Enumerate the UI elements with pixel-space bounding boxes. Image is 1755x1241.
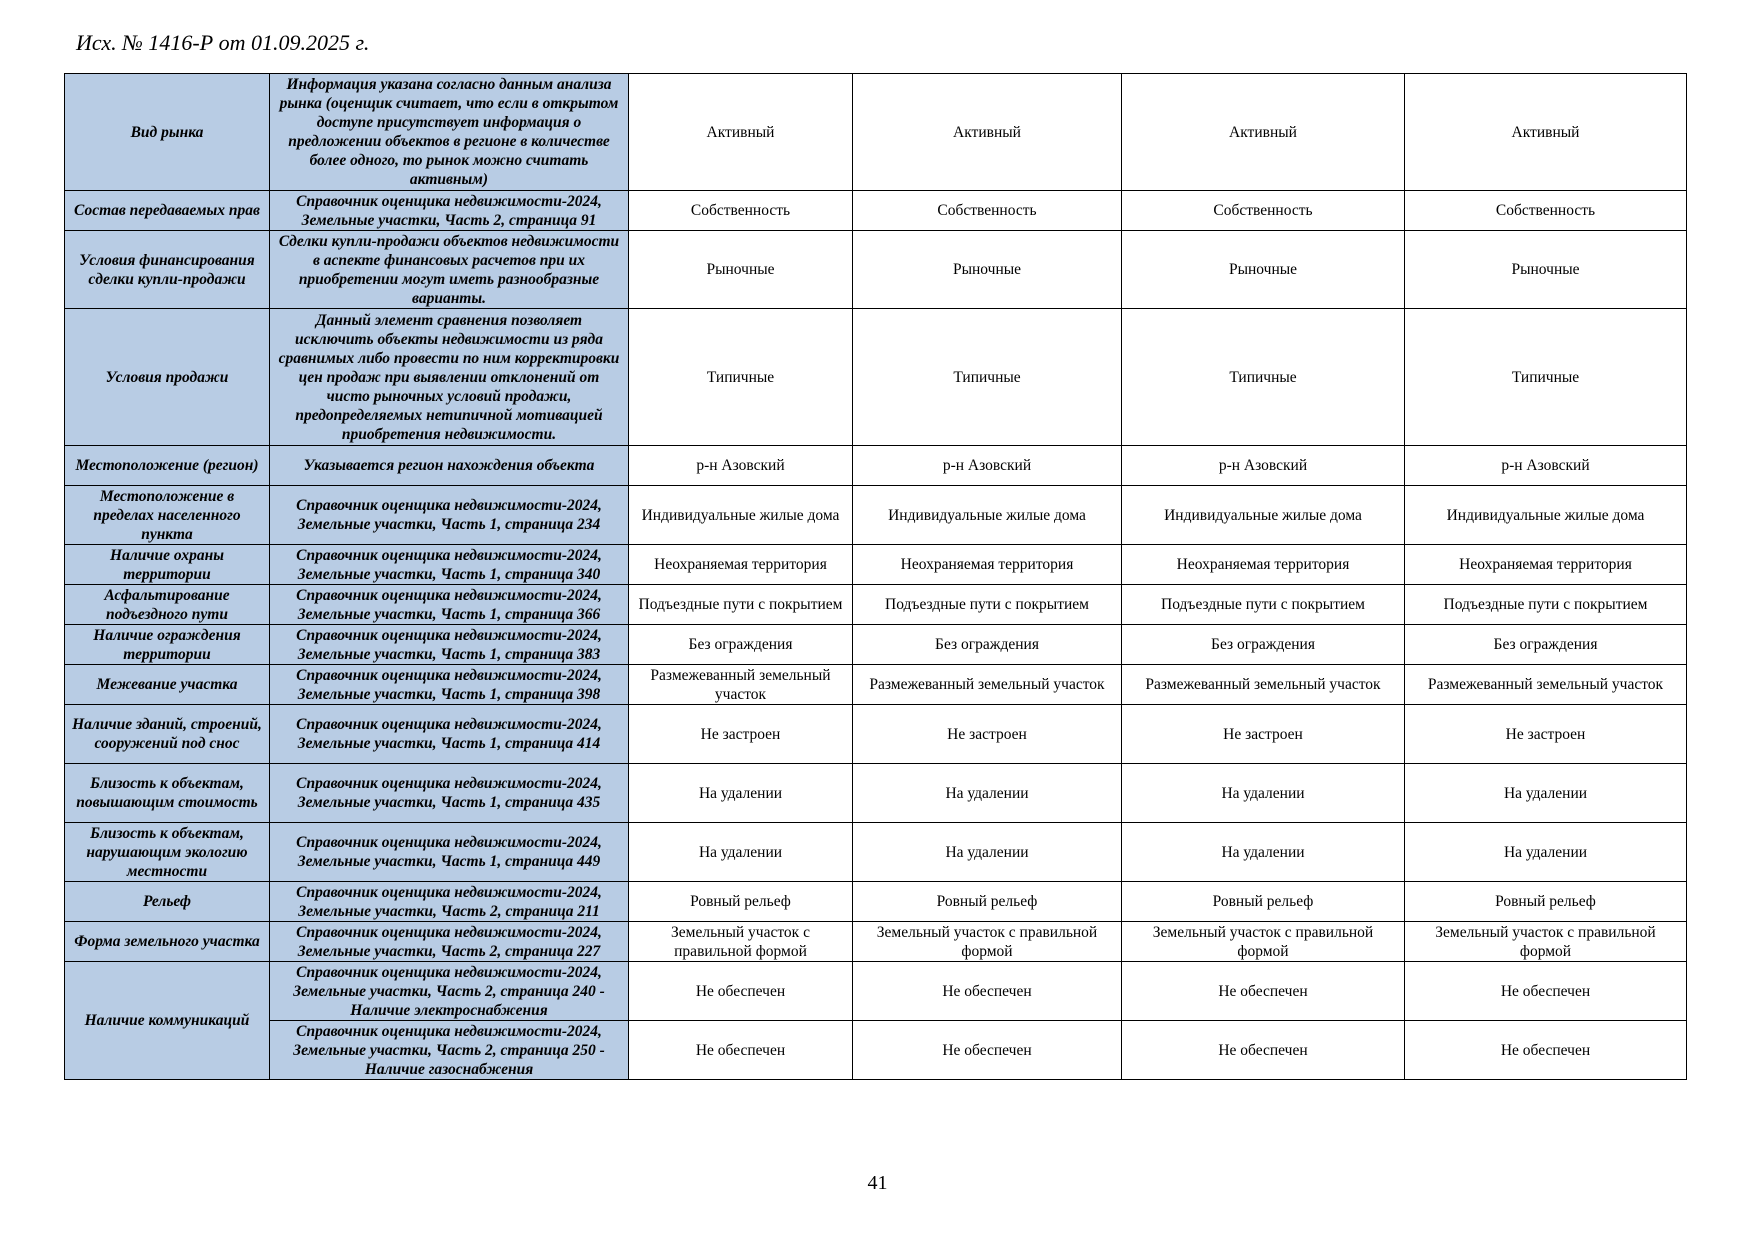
object-3-value: На удалении	[1122, 764, 1405, 823]
object-1-value: Не обеспечен	[629, 1021, 853, 1080]
object-4-value: Не обеспечен	[1405, 962, 1687, 1021]
object-4-value: Активный	[1405, 74, 1687, 191]
parameter-name: Наличие коммуникаций	[65, 962, 270, 1080]
object-3-value: Не обеспечен	[1122, 1021, 1405, 1080]
object-2-value: Не обеспечен	[853, 1021, 1122, 1080]
object-4-value: Размежеванный земельный участок	[1405, 665, 1687, 705]
object-3-value: Рыночные	[1122, 231, 1405, 309]
document-reference: Исх. № 1416-Р от 01.09.2025 г.	[76, 30, 370, 55]
object-4-value: Индивидуальные жилые дома	[1405, 486, 1687, 545]
object-2-value: Собственность	[853, 191, 1122, 231]
object-3-value: На удалении	[1122, 823, 1405, 882]
table-row	[65, 446, 1687, 486]
object-4-value: Не застроен	[1405, 705, 1687, 764]
parameter-name: Наличие ограждения территории	[65, 625, 270, 665]
parameter-source: Информация указана согласно данным анализа рынка (оценщик считает, что если в открытом доступе присутствует информация о предложении объектов в регионе в количестве более одного, то рынок можно считать активным)	[270, 74, 629, 191]
object-4-value: Подъездные пути с покрытием	[1405, 585, 1687, 625]
table-row	[65, 922, 1687, 962]
object-3-value: Неохраняемая территория	[1122, 545, 1405, 585]
object-3-value: Не обеспечен	[1122, 962, 1405, 1021]
object-3-value: Не застроен	[1122, 705, 1405, 764]
parameter-source: Справочник оценщика недвижимости-2024, Земельные участки, Часть 1, страница 398	[270, 665, 629, 705]
comparison-table	[64, 73, 1687, 1080]
object-4-value: Собственность	[1405, 191, 1687, 231]
parameter-name: Состав передаваемых прав	[65, 191, 270, 231]
object-4-value: Без ограждения	[1405, 625, 1687, 665]
object-3-value: Размежеванный земельный участок	[1122, 665, 1405, 705]
object-2-value: Не обеспечен	[853, 962, 1122, 1021]
object-3-value: Без ограждения	[1122, 625, 1405, 665]
object-2-value: Земельный участок с правильной формой	[853, 922, 1122, 962]
parameter-name: Наличие охраны территории	[65, 545, 270, 585]
object-2-value: р-н Азовский	[853, 446, 1122, 486]
object-1-value: Типичные	[629, 309, 853, 446]
table-row	[65, 962, 1687, 1021]
table-row	[65, 882, 1687, 922]
table-row	[65, 1021, 1687, 1080]
object-4-value: Типичные	[1405, 309, 1687, 446]
parameter-source: Справочник оценщика недвижимости-2024, Земельные участки, Часть 1, страница 435	[270, 764, 629, 823]
object-3-value: Земельный участок с правильной формой	[1122, 922, 1405, 962]
parameter-source: Справочник оценщика недвижимости-2024, Земельные участки, Часть 1, страница 414	[270, 705, 629, 764]
object-2-value: Размежеванный земельный участок	[853, 665, 1122, 705]
object-2-value: Не застроен	[853, 705, 1122, 764]
parameter-name: Асфальтирование подъездного пути	[65, 585, 270, 625]
table-row	[65, 191, 1687, 231]
object-1-value: Не застроен	[629, 705, 853, 764]
table-row	[65, 823, 1687, 882]
parameter-source: Справочник оценщика недвижимости-2024, Земельные участки, Часть 1, страница 366	[270, 585, 629, 625]
object-1-value: р-н Азовский	[629, 446, 853, 486]
parameter-source: Справочник оценщика недвижимости-2024, Земельные участки, Часть 2, страница 250 - Наличие газоснабжения	[270, 1021, 629, 1080]
object-3-value: Типичные	[1122, 309, 1405, 446]
object-1-value: Неохраняемая территория	[629, 545, 853, 585]
object-4-value: На удалении	[1405, 823, 1687, 882]
object-3-value: Подъездные пути с покрытием	[1122, 585, 1405, 625]
object-1-value: Без ограждения	[629, 625, 853, 665]
page-number: 41	[867, 1172, 888, 1194]
object-3-value: Собственность	[1122, 191, 1405, 231]
parameter-name: Межевание участка	[65, 665, 270, 705]
object-2-value: Рыночные	[853, 231, 1122, 309]
parameter-source: Справочник оценщика недвижимости-2024, Земельные участки, Часть 1, страница 449	[270, 823, 629, 882]
table-row	[65, 486, 1687, 545]
object-1-value: Не обеспечен	[629, 962, 853, 1021]
object-2-value: Ровный рельеф	[853, 882, 1122, 922]
parameter-name: Близость к объектам, повышающим стоимость	[65, 764, 270, 823]
table-row	[65, 625, 1687, 665]
table-row	[65, 585, 1687, 625]
table-row	[65, 545, 1687, 585]
object-2-value: Без ограждения	[853, 625, 1122, 665]
parameter-source: Справочник оценщика недвижимости-2024, Земельные участки, Часть 2, страница 211	[270, 882, 629, 922]
parameter-source: Данный элемент сравнения позволяет исключить объекты недвижимости из ряда сравнимых либо провести по ним корректировки цен продаж при выявлении отклонений от чисто рыночных условий продажи, предопределяемых нетипичной мотивацией приобретения недвижимости.	[270, 309, 629, 446]
comparison-table-container	[64, 73, 1687, 1080]
object-4-value: На удалении	[1405, 764, 1687, 823]
object-1-value: Размежеванный земельный участок	[629, 665, 853, 705]
object-2-value: На удалении	[853, 764, 1122, 823]
parameter-name: Форма земельного участка	[65, 922, 270, 962]
parameter-name: Местоположение (регион)	[65, 446, 270, 486]
object-2-value: Неохраняемая территория	[853, 545, 1122, 585]
object-3-value: р-н Азовский	[1122, 446, 1405, 486]
object-4-value: Не обеспечен	[1405, 1021, 1687, 1080]
object-1-value: Индивидуальные жилые дома	[629, 486, 853, 545]
parameter-source: Указывается регион нахождения объекта	[270, 446, 629, 486]
object-4-value: Ровный рельеф	[1405, 882, 1687, 922]
object-4-value: Земельный участок с правильной формой	[1405, 922, 1687, 962]
object-1-value: Собственность	[629, 191, 853, 231]
object-1-value: Подъездные пути с покрытием	[629, 585, 853, 625]
parameter-source: Справочник оценщика недвижимости-2024, Земельные участки, Часть 1, страница 383	[270, 625, 629, 665]
table-row	[65, 74, 1687, 191]
object-1-value: На удалении	[629, 764, 853, 823]
object-2-value: Подъездные пути с покрытием	[853, 585, 1122, 625]
object-2-value: На удалении	[853, 823, 1122, 882]
object-1-value: На удалении	[629, 823, 853, 882]
table-row	[65, 705, 1687, 764]
table-row	[65, 665, 1687, 705]
parameter-source: Сделки купли-продажи объектов недвижимости в аспекте финансовых расчетов при их приобретении могут иметь разнообразные варианты.	[270, 231, 629, 309]
object-4-value: Неохраняемая территория	[1405, 545, 1687, 585]
parameter-source: Справочник оценщика недвижимости-2024, Земельные участки, Часть 2, страница 240 - Наличие электроснабжения	[270, 962, 629, 1021]
object-1-value: Земельный участок с правильной формой	[629, 922, 853, 962]
object-2-value: Индивидуальные жилые дома	[853, 486, 1122, 545]
parameter-name: Рельеф	[65, 882, 270, 922]
object-1-value: Активный	[629, 74, 853, 191]
parameter-name: Вид рынка	[65, 74, 270, 191]
parameter-name: Близость к объектам, нарушающим экологию местности	[65, 823, 270, 882]
parameter-name: Местоположение в пределах населенного пункта	[65, 486, 270, 545]
parameter-source: Справочник оценщика недвижимости-2024, Земельные участки, Часть 2, страница 227	[270, 922, 629, 962]
object-4-value: р-н Азовский	[1405, 446, 1687, 486]
object-1-value: Рыночные	[629, 231, 853, 309]
table-row	[65, 764, 1687, 823]
table-row	[65, 231, 1687, 309]
parameter-name: Условия продажи	[65, 309, 270, 446]
parameter-source: Справочник оценщика недвижимости-2024, Земельные участки, Часть 1, страница 234	[270, 486, 629, 545]
parameter-name: Условия финансирования сделки купли-продажи	[65, 231, 270, 309]
table-row	[65, 309, 1687, 446]
object-3-value: Индивидуальные жилые дома	[1122, 486, 1405, 545]
parameter-source: Справочник оценщика недвижимости-2024, Земельные участки, Часть 2, страница 91	[270, 191, 629, 231]
object-2-value: Типичные	[853, 309, 1122, 446]
parameter-source: Справочник оценщика недвижимости-2024, Земельные участки, Часть 1, страница 340	[270, 545, 629, 585]
parameter-name: Наличие зданий, строений, сооружений под снос	[65, 705, 270, 764]
object-1-value: Ровный рельеф	[629, 882, 853, 922]
object-3-value: Ровный рельеф	[1122, 882, 1405, 922]
object-2-value: Активный	[853, 74, 1122, 191]
object-3-value: Активный	[1122, 74, 1405, 191]
object-4-value: Рыночные	[1405, 231, 1687, 309]
